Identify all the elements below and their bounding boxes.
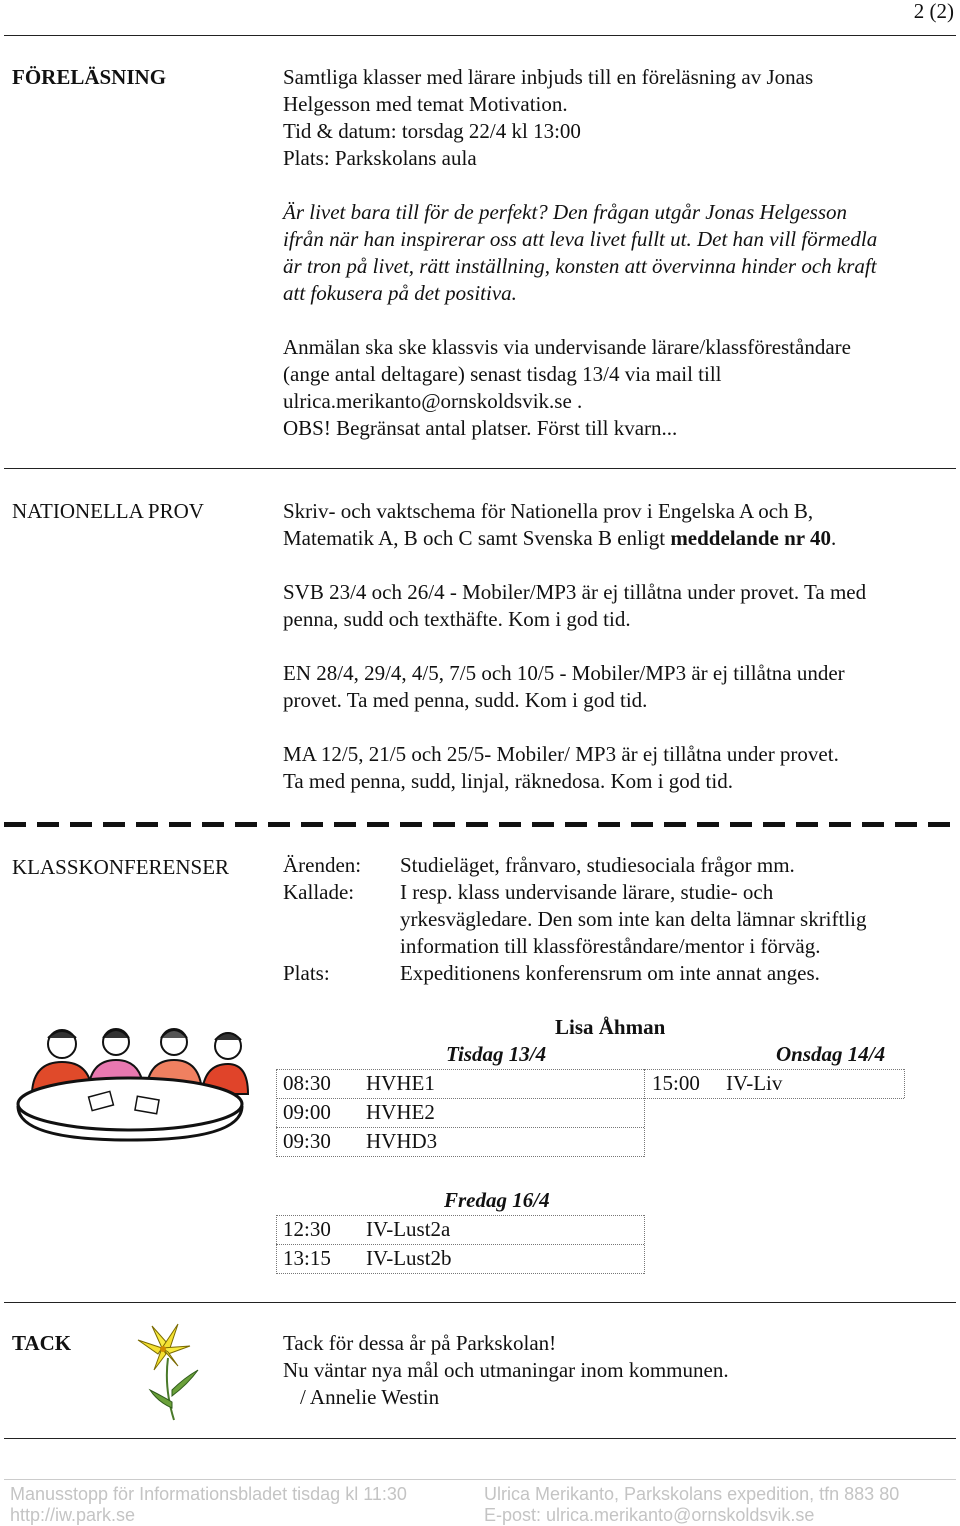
meeting-table-clipart-icon [10, 1022, 250, 1144]
text-line [283, 525, 866, 552]
footer-email-link[interactable]: E-post: ulrica.merikanto@ornskoldsvik.se [484, 1505, 815, 1525]
text-line: Tack för dessa år på Parkskolan! [283, 1331, 557, 1355]
text-line: är tron på livet, rätt inställning, konsten att övervinna hinder och kraft [283, 254, 877, 278]
schedule-time: 09:30 [283, 1129, 331, 1153]
schedule-class: HVHE2 [366, 1100, 435, 1124]
schedule-class: HVHE1 [366, 1071, 435, 1095]
text-fragment: Matematik A, B och C samt Svenska B enligt [283, 526, 671, 550]
day-heading-onsdag: Onsdag 14/4 [776, 1042, 886, 1066]
schedule-row [276, 1127, 644, 1157]
plats-label: Plats: [283, 961, 330, 985]
schedule-row [276, 1215, 644, 1245]
schedule-time: 15:00 [652, 1071, 700, 1095]
text-line: Anmälan ska ske klassvis via undervisande lärare/klassföreståndare [283, 335, 851, 359]
email-text: ulrica.merikanto@ornskoldsvik.se . [283, 389, 583, 413]
schedule-time: 08:30 [283, 1071, 331, 1095]
text-line: MA 12/5, 21/5 och 25/5- Mobiler/ MP3 är ej tillåtna under provet. [283, 742, 839, 766]
schedule-row [276, 1069, 644, 1099]
day-heading-tisdag: Tisdag 13/4 [446, 1042, 547, 1066]
text-fragment: . [830, 526, 837, 550]
text-line: (ange antal deltagare) senast tisdag 13/4 via mail till [283, 362, 722, 386]
tack-body [283, 1330, 729, 1411]
kallade-value [400, 879, 867, 960]
section-heading-nationella-prov: NATIONELLA PROV [12, 499, 204, 523]
signature: / Annelie Westin [300, 1385, 440, 1409]
schedule-time: 13:15 [283, 1246, 331, 1270]
footer-deadline: Manusstopp för Informationsbladet tisdag kl 11:30 [10, 1484, 407, 1504]
text-line: information till klassföreståndare/mentor i förväg. [400, 934, 821, 958]
arenden-label: Ärenden: [283, 853, 362, 877]
divider [4, 1438, 956, 1439]
schedule-row [276, 1244, 644, 1274]
text-line: EN 28/4, 29/4, 4/5, 7/5 och 10/5 - Mobiler/MP3 är ej tillåtna under [283, 661, 845, 685]
kallade-label: Kallade: [283, 880, 355, 904]
arenden-value: Studieläget, frånvaro, studiesociala frågor mm. [400, 853, 795, 877]
text-line: Plats: Parkskolans aula [283, 146, 477, 170]
footer-contact: Ulrica Merikanto, Parkskolans expedition, tfn 883 80 [484, 1484, 900, 1504]
divider [4, 1302, 956, 1303]
divider [4, 468, 956, 469]
section-heading-klasskonferenser: KLASSKONFERENSER [12, 855, 230, 879]
forelasning-body [283, 64, 877, 442]
contact-person: Lisa Åhman [555, 1015, 666, 1039]
schedule-row [276, 1098, 644, 1128]
text-line: Är livet bara till för de perfekt? Den frågan utgår Jonas Helgesson [283, 200, 848, 224]
footer-divider [4, 1479, 956, 1480]
page-number: 2 (2) [913, 0, 954, 23]
footer-website-link[interactable]: http://iw.park.se [10, 1505, 136, 1525]
text-line: SVB 23/4 och 26/4 - Mobiler/MP3 är ej tillåtna under provet. Ta med [283, 580, 867, 604]
text-line: Samtliga klasser med lärare inbjuds till en föreläsning av Jonas [283, 65, 814, 89]
nationella-prov-body [283, 498, 866, 795]
section-heading-forelasning: FÖRELÄSNING [12, 65, 167, 89]
text-line: Nu väntar nya mål och utmaningar inom kommunen. [283, 1358, 729, 1382]
schedule-time: 12:30 [283, 1217, 331, 1241]
schedule-row [644, 1069, 904, 1099]
day-heading-fredag: Fredag 16/4 [444, 1188, 550, 1212]
text-line: I resp. klass undervisande lärare, studie- och [400, 880, 774, 904]
plats-value: Expeditionens konferensrum om inte annat anges. [400, 961, 820, 985]
text-line: provet. Ta med penna, sudd. Kom i god tid. [283, 688, 648, 712]
divider [4, 35, 956, 36]
footer-left [10, 1484, 407, 1526]
section-heading-tack: TACK [12, 1331, 72, 1355]
schedule-class: IV-Lust2b [366, 1246, 452, 1270]
text-line: Helgesson med temat Motivation. [283, 92, 568, 116]
text-fragment-bold: meddelande nr 40 [670, 526, 831, 550]
dashed-divider [4, 822, 956, 827]
text-line: ifrån när han inspirerar oss att leva livet fullt ut. Det han vill förmedla [283, 227, 878, 251]
lily-flower-clipart-icon [128, 1318, 204, 1422]
text-line: yrkesvägledare. Den som inte kan delta lämnar skriftlig [400, 907, 867, 931]
text-line: Ta med penna, sudd, linjal, räknedosa. Kom i god tid. [283, 769, 733, 793]
schedule-time: 09:00 [283, 1100, 331, 1124]
text-line: att fokusera på det positiva. [283, 281, 517, 305]
text-line: Tid & datum: torsdag 22/4 kl 13:00 [283, 119, 581, 143]
schedule-class: IV-Liv [726, 1071, 783, 1095]
text-line: Skriv- och vaktschema för Nationella prov i Engelska A och B, [283, 499, 814, 523]
text-line: OBS! Begränsat antal platser. Först till kvarn... [283, 416, 678, 440]
footer-right [484, 1484, 899, 1526]
schedule-class: HVHD3 [366, 1129, 438, 1153]
text-line: penna, sudd och texthäfte. Kom i god tid. [283, 607, 631, 631]
schedule-class: IV-Lust2a [366, 1217, 451, 1241]
